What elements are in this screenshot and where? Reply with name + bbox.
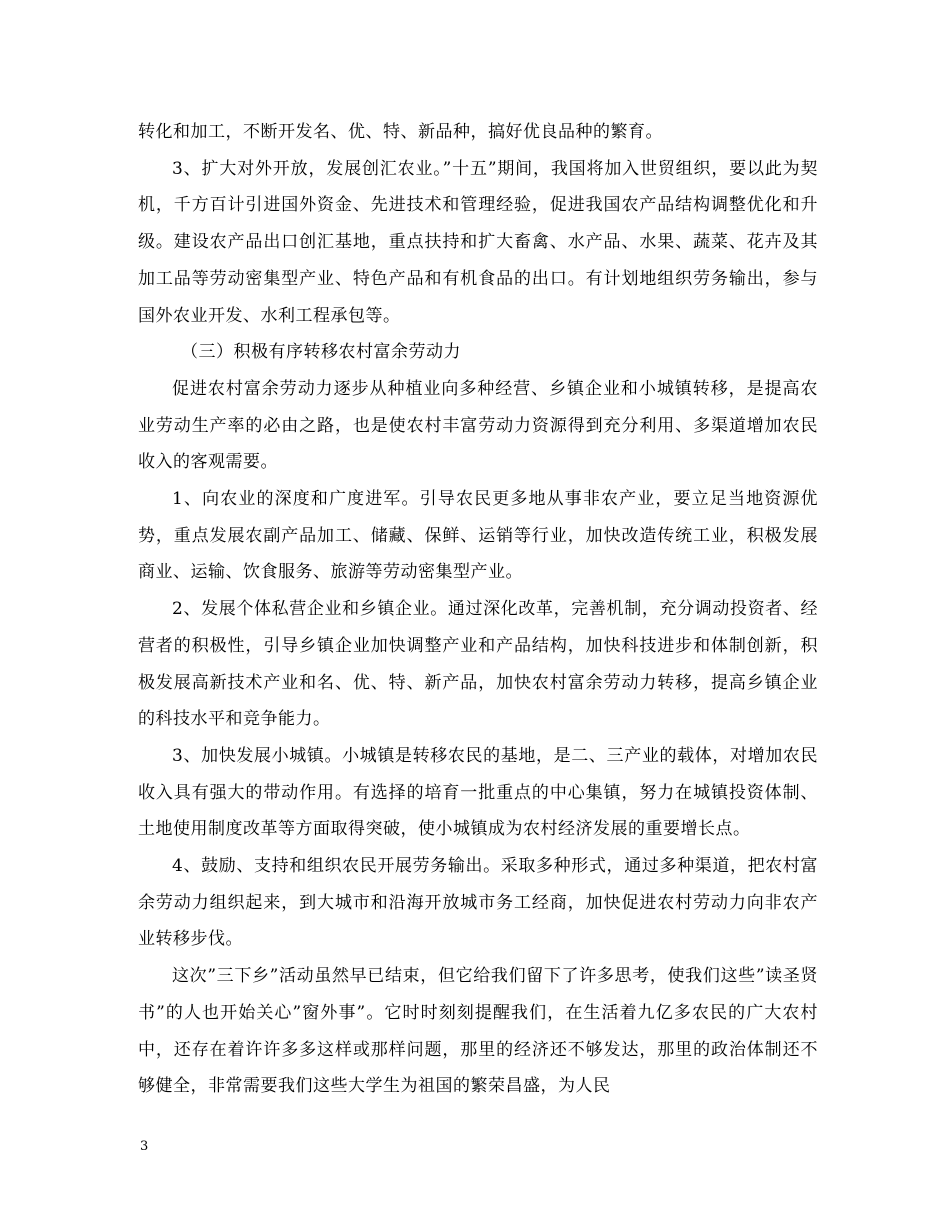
paragraph-item-3: 3、加快发展小城镇。小城镇是转移农民的基地，是二、三产业的载体，对增加农民收入具有强大的带动作用。有选择的培育一批重点的中心集镇，努力在城镇投资体制、土地使用制度改革等方面取得突破，使小城镇成为农村经济发展的重要增长点。 [138, 745, 818, 840]
paragraph-intro: 促进农村富余劳动力逐步从种植业向多种经营、乡镇企业和小城镇转移，是提高农业劳动生产率的必由之路，也是使农村丰富劳动力资源得到充分利用、多渠道增加农民收入的客观需要。 [138, 378, 818, 473]
page-number: 3 [140, 1139, 149, 1154]
paragraph-continuation: 转化和加工，不断开发名、优、特、新品种，搞好优良品种的繁育。 [138, 122, 663, 142]
body-text [138, 114, 818, 1105]
paragraph-conclusion: 这次”三下乡”活动虽然早已结束，但它给我们留下了许多思考，使我们这些”读圣贤书”的人也开始关心”窗外事”。它时时刻刻提醒我们，在生活着九亿多农民的广大农村中，还存在着许许多多这样或那样问题，那里的经济还不够发达，那里的政治体制还不够健全，非常需要我们这些大学生为祖国的繁荣昌盛，为人民 [138, 966, 818, 1097]
paragraph-item-3-export-agriculture: 3、扩大对外开放，发展创汇农业。”十五”期间，我国将加入世贸组织，要以此为契机，千方百计引进国外资金、先进技术和管理经验，促进我国农产品结构调整优化和升级。建设农产品出口创汇基地，重点扶持和扩大畜禽、水产品、水果、蔬菜、花卉及其加工品等劳动密集型产业、特色产品和有机食品的出口。有计划地组织劳务输出，参与国外农业开发、水利工程承包等。 [138, 158, 818, 326]
section-heading: （三）积极有序转移农村富余劳动力 [181, 342, 461, 363]
paragraph-item-1: 1、向农业的深度和广度进军。引导农民更多地从事非农产业，要立足当地资源优势，重点发展农副产品加工、储藏、保鲜、运销等行业，加快改造传统工业，积极发展商业、运输、饮食服务、旅游等劳动密集型产业。 [138, 489, 818, 583]
paragraph-item-4: 4、鼓励、支持和组织农民开展劳务输出。采取多种形式，通过多种渠道，把农村富余劳动力组织起来，到大城市和沿海开放城市务工经商，加快促进农村劳动力向非农产业转移步伐。 [138, 856, 818, 950]
paragraph-item-2: 2、发展个体私营企业和乡镇企业。通过深化改革，完善机制，充分调动投资者、经营者的积极性，引导乡镇企业加快调整产业和产品结构，加快科技进步和体制创新，积极发展高新技术产业和名、优、特、新产品，加快农村富余劳动力转移，提高乡镇企业的科技水平和竞争能力。 [138, 599, 818, 730]
